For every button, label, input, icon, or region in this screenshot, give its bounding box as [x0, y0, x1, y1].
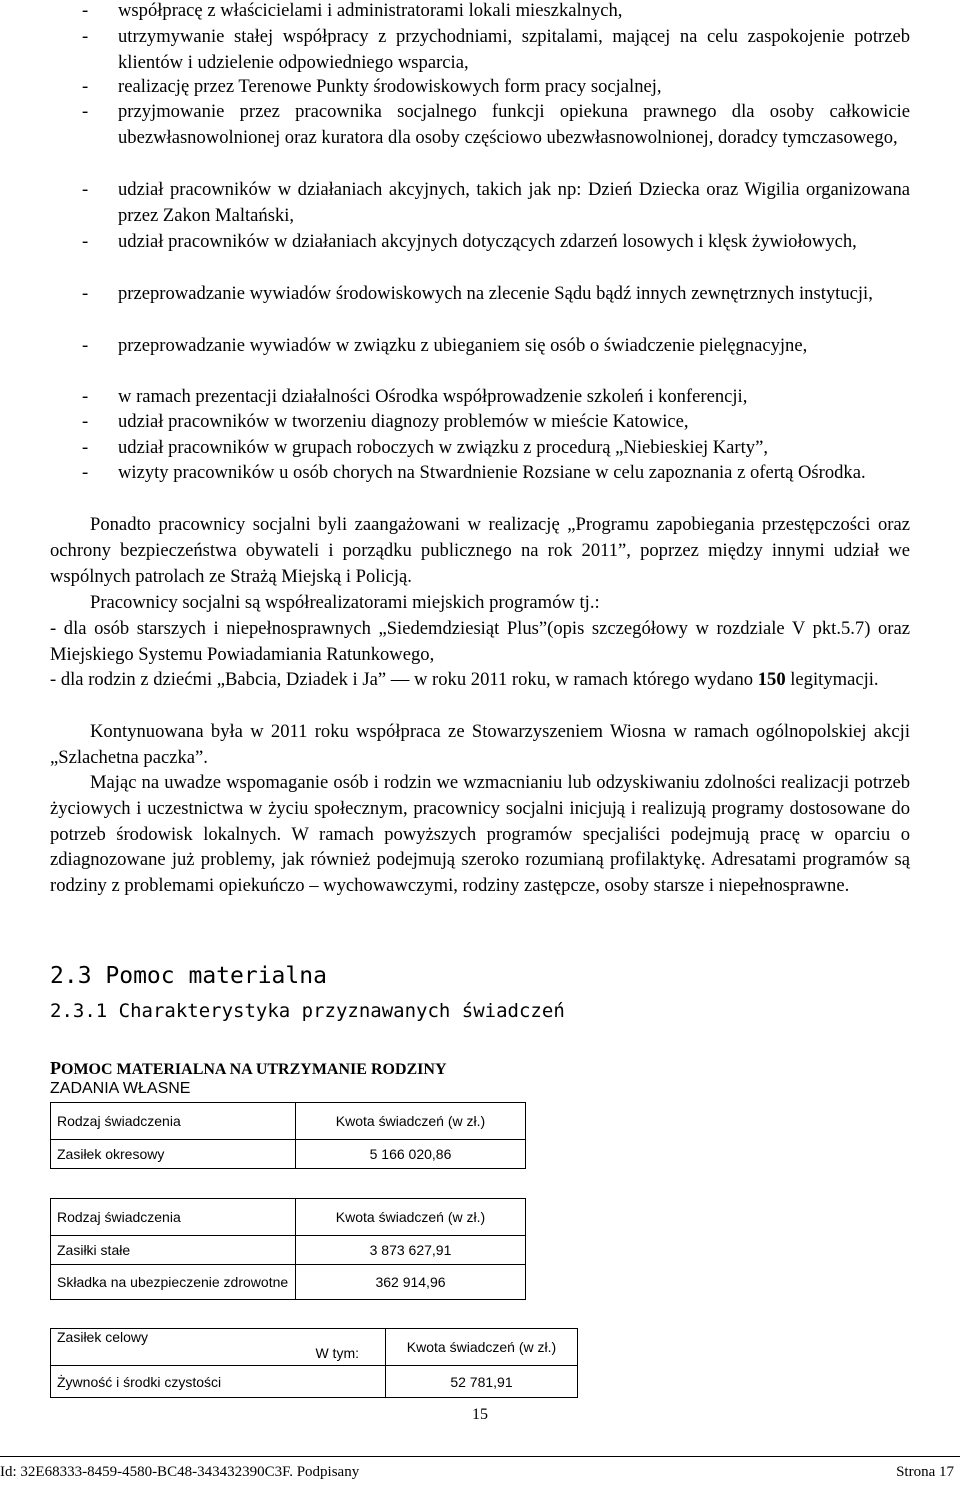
table-cell: Zasiłki stałe: [51, 1236, 296, 1265]
paragraph-program: Ponadto pracownicy socjalni byli zaangażowani w realizację „Programu zapobiegania przestępczości oraz ochrony bezpieczeństwa obywateli i porządku publicznego na rok 2011”, poprzez między innymi udział we wspólnych patrolach ze Strażą Miejską i Policją.: [50, 514, 910, 587]
list-item: - przeprowadzanie wywiadów środowiskowych na zlecenie Sądu bądź innych zewnętrznych instytucji,: [82, 283, 873, 304]
benefits-table-purpose: [50, 1328, 578, 1398]
paragraph-wiosna: Kontynuowana była w 2011 roku współpraca ze Stowarzyszeniem Wiosna w ramach ogólnopolskiej akcji „Szlachetna paczka”.: [50, 721, 910, 768]
table-header-cell: Zasiłek celowy W tym:: [51, 1329, 386, 1366]
table-header-cell: Kwota świadczeń (w zł.): [386, 1329, 578, 1366]
paragraph-programs-intro: Pracownicy socjalni są współrealizatorami miejskich programów tj.:: [90, 592, 600, 613]
paragraph-support: Mając na uwadze wspomaganie osób i rodzin we wzmacnianiu lub odzyskiwaniu zdolności realizacji potrzeb życiowych i uczestnictwa w życiu społecznym, pracownicy socjalni inicjują i realizują programy dostosowane do potrzeb środowisk lokalnych. W ramach powyższych programów specjaliści podejmują pracę w oparciu o zdiagnozowane już problemy, jak również podejmują szeroko rozumianą profilaktykę. Adresatami programów są rodziny z problemami opiekuńczo – wychowawczymi, rodziny zastępcze, osoby starsze i niepełnosprawne.: [50, 772, 910, 897]
table-cell: 362 914,96: [296, 1265, 526, 1300]
benefits-table-periodic: [50, 1102, 526, 1169]
list-item: - w ramach prezentacji działalności Ośrodka współprowadzenie szkoleń i konferencji,: [82, 386, 748, 407]
paragraph-seventy-plus: - dla osób starszych i niepełnosprawnych „Siedemdziesiąt Plus”(opis szczegółowy w rozdziale V pkt.5.7) oraz Miejskiego Systemu Powiadamiania Ratunkowego,: [50, 618, 910, 665]
list-item: - udział pracowników w grupach roboczych w związku z procedurą „Niebieskiej Karty”,: [82, 437, 768, 458]
list-item: - utrzymywanie stałej współpracy z przychodniami, szpitalami, mającej na celu zaspokojenie potrzeb klientów i udzielenie odpowiedniego wsparcia,: [82, 26, 910, 73]
page-number: 15: [472, 1406, 488, 1423]
table-header-cell: Kwota świadczeń (w zł.): [296, 1103, 526, 1140]
list-item: - udział pracowników w działaniach akcyjnych, takich jak np: Dzień Dziecka oraz Wigilia organizowana przez Zakon Maltański,: [82, 179, 910, 226]
list-item: - przeprowadzanie wywiadów w związku z ubieganiem się osób o świadczenie pielęgnacyjne,: [82, 335, 808, 356]
table-cell: Zasiłek okresowy: [51, 1140, 296, 1169]
list-item: - wizyty pracowników u osób chorych na Stwardnienie Rozsiane w celu zapoznania z ofertą Ośrodka.: [82, 462, 866, 483]
section-heading: 2.3 Pomoc materialna: [50, 963, 327, 989]
list-item: - współpracę z właścicielami i administratorami lokali mieszkalnych,: [82, 0, 623, 21]
list-item: - udział pracowników w działaniach akcyjnych dotyczących zdarzeń losowych i klęsk żywiołowych,: [82, 231, 857, 252]
list-item: - przyjmowanie przez pracownika socjalnego funkcji opiekuna prawnego dla osoby całkowicie ubezwłasnowolnionej oraz kuratora dla osoby częściowo ubezwłasnowolnionej, doradcy tymczasowego,: [82, 101, 910, 148]
footer-document-id: Id: 32E68333-8459-4580-BC48-343432390C3F. Podpisany: [0, 1464, 360, 1480]
table-header-cell: Rodzaj świadczenia: [51, 1103, 296, 1140]
footer-page-label: Strona 17: [896, 1464, 954, 1480]
table-cell: Składka na ubezpieczenie zdrowotne: [51, 1265, 296, 1300]
subsection-heading: 2.3.1 Charakterystyka przyznawanych świadczeń: [50, 1000, 565, 1022]
table-section-title: POMOC MATERIALNA NA UTRZYMANIE RODZINY: [50, 1058, 447, 1078]
list-item: - udział pracowników w tworzeniu diagnozy problemów w mieście Katowice,: [82, 411, 689, 432]
footer-divider: [0, 1456, 960, 1457]
paragraph-grandparents: - dla rodzin z dziećmi „Babcia, Dziadek i Ja” — w roku 2011 roku, w ramach którego wydano 150 legitymacji.: [50, 669, 879, 690]
table-section-subtitle: ZADANIA WŁASNE: [50, 1080, 191, 1097]
table-cell: 3 873 627,91: [296, 1236, 526, 1265]
table-header-cell: Rodzaj świadczenia: [51, 1199, 296, 1236]
table-header-cell: Kwota świadczeń (w zł.): [296, 1199, 526, 1236]
benefits-table-permanent: [50, 1198, 526, 1300]
table-cell: 52 781,91: [386, 1366, 578, 1398]
list-item: - realizację przez Terenowe Punkty środowiskowych form pracy socjalnej,: [82, 76, 662, 97]
table-cell: 5 166 020,86: [296, 1140, 526, 1169]
table-cell: Żywność i środki czystości: [51, 1366, 386, 1398]
